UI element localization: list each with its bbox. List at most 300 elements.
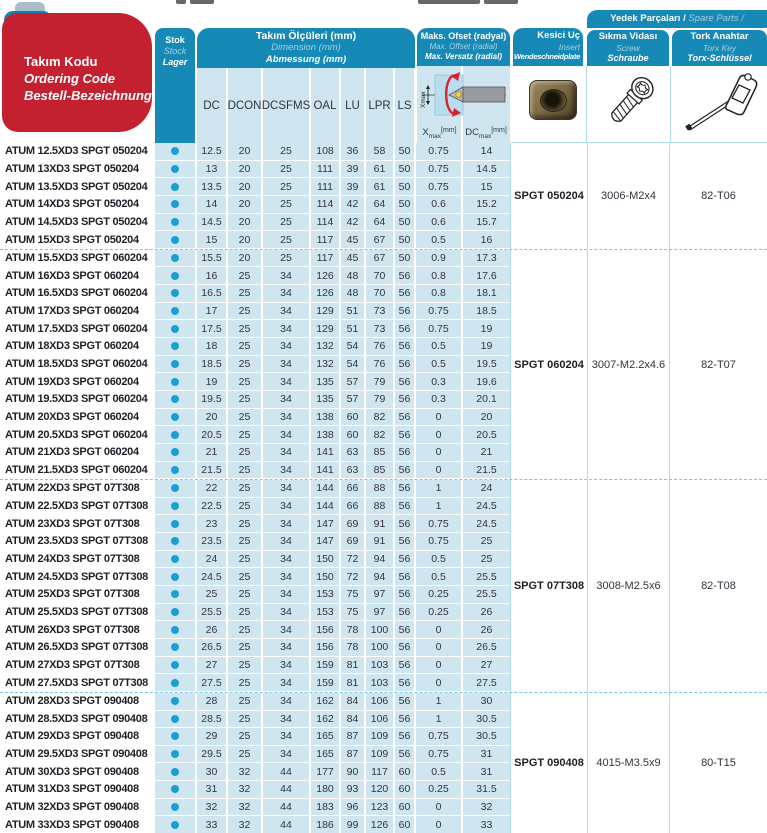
value-cell: 108: [311, 143, 339, 160]
value-cell: 56: [395, 498, 414, 515]
value-cell: 34: [263, 568, 309, 585]
value-cell: 25: [228, 711, 261, 728]
value-cell: 16: [197, 267, 226, 284]
table-row: [0, 816, 510, 833]
stock-cell: [155, 178, 195, 195]
value-cell: 0.25: [416, 604, 461, 621]
value-cell: 34: [263, 586, 309, 603]
value-cell: 0.3: [416, 391, 461, 408]
value-cell: 42: [341, 214, 364, 231]
value-cell: 34: [263, 498, 309, 515]
value-cell: 56: [395, 409, 414, 426]
table-row: [0, 250, 510, 267]
stock-dot-icon: [171, 342, 179, 350]
value-cell: 50: [395, 161, 414, 178]
value-cell: 0: [416, 462, 461, 479]
value-cell: 1: [416, 693, 461, 710]
value-cell: 25: [463, 551, 510, 568]
stock-dot-icon: [171, 448, 179, 456]
stock-cell: [155, 674, 195, 691]
value-cell: 45: [341, 250, 364, 267]
stock-cell: [155, 763, 195, 780]
value-cell: 26.5: [463, 639, 510, 656]
value-cell: 25: [228, 480, 261, 497]
stock-cell: [155, 621, 195, 638]
stock-cell: [155, 746, 195, 763]
value-cell: 56: [395, 533, 414, 550]
table-row: [0, 161, 510, 178]
stock-cell: [155, 391, 195, 408]
value-cell: 156: [311, 621, 339, 638]
value-cell: 25: [228, 746, 261, 763]
value-cell: 25: [197, 586, 226, 603]
stock-dot-icon: [171, 750, 179, 758]
value-cell: 25: [228, 674, 261, 691]
table-row: [0, 674, 510, 691]
value-cell: 56: [395, 746, 414, 763]
stock-cell: [155, 373, 195, 390]
table-row: [0, 373, 510, 390]
value-cell: 132: [311, 338, 339, 355]
value-cell: 91: [366, 515, 393, 532]
tool-code: ATUM 32XD3 SPGT 090408: [0, 799, 152, 816]
value-cell: 25: [228, 426, 261, 443]
stock-cell: [155, 143, 195, 160]
header-line: Torx Key: [702, 42, 737, 53]
value-cell: 69: [341, 515, 364, 532]
stock-dot-icon: [171, 484, 179, 492]
value-cell: 0.5: [416, 551, 461, 568]
value-cell: 93: [341, 781, 364, 798]
value-cell: 0.6: [416, 214, 461, 231]
group-rows: [0, 480, 510, 692]
product-group: [0, 143, 767, 249]
value-cell: 97: [366, 604, 393, 621]
stock-cell: [155, 250, 195, 267]
header-line: Bestell-Bezeichnung: [24, 88, 152, 103]
stock-cell: [155, 356, 195, 373]
table-row: [0, 320, 510, 337]
value-cell: 162: [311, 693, 339, 710]
stock-dot-icon: [171, 573, 179, 581]
value-cell: 153: [311, 604, 339, 621]
value-cell: 1: [416, 498, 461, 515]
value-cell: 183: [311, 799, 339, 816]
value-cell: 21: [197, 444, 226, 461]
table-row: [0, 621, 510, 638]
value-cell: 114: [311, 196, 339, 213]
value-cell: 63: [341, 462, 364, 479]
value-cell: 25: [228, 498, 261, 515]
value-cell: 56: [395, 674, 414, 691]
value-cell: 100: [366, 639, 393, 656]
value-cell: 25: [228, 462, 261, 479]
value-cell: 84: [341, 711, 364, 728]
table-row: [0, 763, 510, 780]
tool-code: ATUM 17.5XD3 SPGT 060204: [0, 320, 152, 337]
insert-designation: SPGT 07T308: [510, 480, 587, 692]
value-cell: 21.5: [197, 462, 226, 479]
value-cell: 0.75: [416, 320, 461, 337]
xmax-label: $X_{max}[mm]$: [422, 127, 457, 140]
value-cell: 32: [228, 799, 261, 816]
value-cell: 126: [311, 285, 339, 302]
value-cell: 16: [463, 231, 510, 248]
header-line: Kesici Uç: [537, 30, 580, 41]
torx-key-icon: [682, 70, 760, 136]
value-cell: 27: [463, 657, 510, 674]
value-cell: 129: [311, 303, 339, 320]
value-cell: 64: [366, 214, 393, 231]
value-cell: 56: [395, 604, 414, 621]
value-cell: 0.5: [416, 568, 461, 585]
stock-dot-icon: [171, 360, 179, 368]
value-cell: 0.5: [416, 231, 461, 248]
screw-designation: 3006-M2x4: [587, 143, 669, 249]
tool-code: ATUM 19.5XD3 SPGT 060204: [0, 391, 152, 408]
value-cell: 0.5: [416, 338, 461, 355]
value-cell: 58: [366, 143, 393, 160]
value-cell: 25: [263, 250, 309, 267]
group-rows: [0, 143, 510, 249]
table-row: [0, 639, 510, 656]
stock-dot-icon: [171, 715, 179, 723]
value-cell: 123: [366, 799, 393, 816]
value-cell: 138: [311, 409, 339, 426]
torx-key-designation: 82-T06: [669, 143, 767, 249]
stock-dot-icon: [171, 697, 179, 705]
value-cell: 60: [395, 781, 414, 798]
value-cell: 138: [311, 426, 339, 443]
value-cell: 34: [263, 711, 309, 728]
value-cell: 103: [366, 657, 393, 674]
value-cell: 70: [366, 267, 393, 284]
value-cell: 34: [263, 338, 309, 355]
value-cell: 186: [311, 816, 339, 833]
value-cell: 36: [341, 143, 364, 160]
header-line: Dimension (mm): [271, 42, 341, 53]
stock-dot-icon: [171, 661, 179, 669]
value-cell: 60: [395, 816, 414, 833]
column-divider: [670, 66, 671, 143]
value-cell: 88: [366, 480, 393, 497]
header-line: Takım Kodu: [24, 54, 98, 69]
value-cell: 129: [311, 320, 339, 337]
stock-dot-icon: [171, 200, 179, 208]
stock-dot-icon: [171, 590, 179, 598]
header-line: Spare Parts /: [688, 13, 744, 24]
table-row: [0, 728, 510, 745]
value-cell: 25: [228, 604, 261, 621]
value-cell: 50: [395, 250, 414, 267]
stock-cell: [155, 409, 195, 426]
value-cell: 0: [416, 409, 461, 426]
value-cell: 90: [341, 763, 364, 780]
header-line: Lager: [162, 57, 188, 67]
value-cell: 25: [228, 285, 261, 302]
header-line: Wendeschneidplate: [513, 52, 580, 61]
stock-header: [155, 28, 195, 143]
value-cell: 70: [366, 285, 393, 302]
value-cell: 109: [366, 728, 393, 745]
value-cell: 150: [311, 551, 339, 568]
tool-code: ATUM 18.5XD3 SPGT 060204: [0, 356, 152, 373]
value-cell: 144: [311, 480, 339, 497]
value-cell: 63: [341, 444, 364, 461]
tool-code: ATUM 25.5XD3 SPGT 07T308: [0, 604, 152, 621]
value-cell: 0.75: [416, 303, 461, 320]
stock-dot-icon: [171, 147, 179, 155]
value-cell: 60: [395, 799, 414, 816]
value-cell: 120: [366, 781, 393, 798]
value-cell: 69: [341, 533, 364, 550]
value-cell: 18.5: [197, 356, 226, 373]
table-row: [0, 799, 510, 816]
stock-cell: [155, 781, 195, 798]
value-cell: 56: [395, 426, 414, 443]
value-cell: 97: [366, 586, 393, 603]
value-cell: 26: [463, 604, 510, 621]
stock-dot-icon: [171, 218, 179, 226]
stock-dot-icon: [171, 431, 179, 439]
value-cell: 117: [311, 250, 339, 267]
header-line: Takım Ölçüleri (mm): [255, 30, 357, 42]
stock-dot-icon: [171, 555, 179, 563]
value-cell: 117: [311, 231, 339, 248]
stock-dot-icon: [171, 307, 179, 315]
value-cell: 61: [366, 161, 393, 178]
dimension-columns-header: [197, 68, 415, 143]
value-cell: 0: [416, 816, 461, 833]
value-cell: 18.1: [463, 285, 510, 302]
value-cell: 25: [228, 586, 261, 603]
value-cell: 48: [341, 285, 364, 302]
tool-code: ATUM 30XD3 SPGT 090408: [0, 763, 152, 780]
value-cell: 25: [228, 533, 261, 550]
value-cell: 51: [341, 320, 364, 337]
value-cell: 117: [366, 763, 393, 780]
stock-cell: [155, 604, 195, 621]
value-cell: 50: [395, 231, 414, 248]
value-cell: 28: [197, 693, 226, 710]
torx-key-designation: 80-T15: [669, 693, 767, 833]
value-cell: 72: [341, 551, 364, 568]
table-row: [0, 480, 510, 497]
value-cell: 165: [311, 746, 339, 763]
value-cell: 19.5: [197, 391, 226, 408]
table-row: [0, 568, 510, 585]
screw-icon: [598, 70, 660, 136]
value-cell: 88: [366, 498, 393, 515]
stock-dot-icon: [171, 768, 179, 776]
screw-designation: 3008-M2.5x6: [587, 480, 669, 692]
stock-cell: [155, 267, 195, 284]
tool-code: ATUM 25XD3 SPGT 07T308: [0, 586, 152, 603]
value-cell: 15.2: [463, 196, 510, 213]
value-cell: 67: [366, 250, 393, 267]
value-cell: 56: [395, 621, 414, 638]
value-cell: 56: [395, 657, 414, 674]
table-row: [0, 604, 510, 621]
table-row: [0, 338, 510, 355]
stock-cell: [155, 214, 195, 231]
stock-dot-icon: [171, 254, 179, 262]
table-row: [0, 214, 510, 231]
value-cell: 32: [228, 816, 261, 833]
value-cell: 19.6: [463, 373, 510, 390]
value-cell: 17.6: [463, 267, 510, 284]
max-offset-header: [417, 28, 510, 66]
value-cell: 20: [197, 409, 226, 426]
stock-dot-icon: [171, 821, 179, 829]
value-cell: 27.5: [463, 674, 510, 691]
value-cell: 34: [263, 639, 309, 656]
value-cell: 15: [463, 178, 510, 195]
value-cell: 94: [366, 568, 393, 585]
torx-key-designation: 82-T08: [669, 480, 767, 692]
header-line: Tork Anahtar: [690, 31, 749, 42]
value-cell: 56: [395, 568, 414, 585]
value-cell: 57: [341, 373, 364, 390]
value-cell: 54: [341, 356, 364, 373]
value-cell: 56: [395, 462, 414, 479]
value-cell: 20: [228, 143, 261, 160]
value-cell: 56: [395, 373, 414, 390]
value-cell: 67: [366, 231, 393, 248]
stock-cell: [155, 551, 195, 568]
tool-code: ATUM 22.5XD3 SPGT 07T308: [0, 498, 152, 515]
value-cell: 60: [341, 426, 364, 443]
tool-code: ATUM 33XD3 SPGT 090408: [0, 816, 152, 833]
value-cell: 25.5: [197, 604, 226, 621]
table-row: [0, 231, 510, 248]
value-cell: 79: [366, 373, 393, 390]
value-cell: 14: [197, 196, 226, 213]
value-cell: 13.5: [197, 178, 226, 195]
table-row: [0, 693, 510, 710]
value-cell: 34: [263, 373, 309, 390]
value-cell: 56: [395, 267, 414, 284]
value-cell: 162: [311, 711, 339, 728]
value-cell: 23.5: [197, 533, 226, 550]
stock-dot-icon: [171, 395, 179, 403]
value-cell: 78: [341, 621, 364, 638]
tool-code: ATUM 31XD3 SPGT 090408: [0, 781, 152, 798]
value-cell: 34: [263, 303, 309, 320]
stock-cell: [155, 231, 195, 248]
value-cell: 0.8: [416, 285, 461, 302]
tool-code: ATUM 26.5XD3 SPGT 07T308: [0, 639, 152, 656]
value-cell: 0: [416, 444, 461, 461]
value-cell: 82: [366, 409, 393, 426]
value-cell: 34: [263, 533, 309, 550]
value-cell: 34: [263, 480, 309, 497]
tool-code: ATUM 13XD3 SPGT 050204: [0, 161, 152, 178]
value-cell: 159: [311, 657, 339, 674]
catalog-table: [0, 143, 767, 833]
value-cell: 1: [416, 480, 461, 497]
header-line: Schraube: [607, 53, 649, 63]
value-cell: 23: [197, 515, 226, 532]
header-line: Stock: [163, 46, 187, 56]
value-cell: 20: [228, 231, 261, 248]
stock-dot-icon: [171, 378, 179, 386]
value-cell: 126: [366, 816, 393, 833]
value-cell: 27.5: [197, 674, 226, 691]
column-header-dc: DC: [197, 68, 226, 143]
value-cell: 147: [311, 515, 339, 532]
stock-cell: [155, 586, 195, 603]
stock-cell: [155, 533, 195, 550]
value-cell: 60: [341, 409, 364, 426]
header-line: Sıkma Vidası: [598, 31, 658, 42]
value-cell: 50: [395, 196, 414, 213]
cropped-text-fragment: [418, 0, 480, 4]
value-cell: 34: [263, 728, 309, 745]
value-cell: 18: [197, 338, 226, 355]
group-rows: [0, 693, 510, 833]
value-cell: 34: [263, 391, 309, 408]
column-header-lu: LU: [341, 68, 364, 143]
value-cell: 50: [395, 178, 414, 195]
tool-code: ATUM 24XD3 SPGT 07T308: [0, 551, 152, 568]
value-cell: 56: [395, 639, 414, 656]
value-cell: 22.5: [197, 498, 226, 515]
value-cell: 25: [263, 214, 309, 231]
value-cell: 34: [263, 426, 309, 443]
value-cell: 85: [366, 444, 393, 461]
value-cell: 100: [366, 621, 393, 638]
tool-code: ATUM 21.5XD3 SPGT 060204: [0, 462, 152, 479]
tool-code: ATUM 17XD3 SPGT 060204: [0, 303, 152, 320]
value-cell: 18.5: [463, 303, 510, 320]
header-line: Torx-Schlüssel: [687, 53, 752, 63]
value-cell: 25: [228, 728, 261, 745]
column-header-ls: LS: [395, 68, 414, 143]
value-cell: 25: [228, 657, 261, 674]
insert-header: [513, 28, 583, 66]
value-cell: 0: [416, 674, 461, 691]
value-cell: 141: [311, 462, 339, 479]
value-cell: 34: [263, 551, 309, 568]
value-cell: 19.5: [463, 356, 510, 373]
value-cell: 25: [228, 639, 261, 656]
value-cell: 61: [366, 178, 393, 195]
value-cell: 34: [263, 320, 309, 337]
value-cell: 87: [341, 728, 364, 745]
value-cell: 81: [341, 657, 364, 674]
value-cell: 44: [263, 781, 309, 798]
value-cell: 141: [311, 444, 339, 461]
value-cell: 25: [228, 551, 261, 568]
stock-cell: [155, 426, 195, 443]
value-cell: 99: [341, 816, 364, 833]
value-cell: 0.5: [416, 356, 461, 373]
value-cell: 30: [197, 763, 226, 780]
max-offset-units: [417, 127, 510, 140]
value-cell: 32: [197, 799, 226, 816]
stock-cell: [155, 285, 195, 302]
value-cell: 0: [416, 426, 461, 443]
stock-cell: [155, 799, 195, 816]
value-cell: 73: [366, 320, 393, 337]
value-cell: 72: [341, 568, 364, 585]
value-cell: 153: [311, 586, 339, 603]
value-cell: 56: [395, 515, 414, 532]
tool-code: ATUM 18XD3 SPGT 060204: [0, 338, 152, 355]
value-cell: 22: [197, 480, 226, 497]
value-cell: 29: [197, 728, 226, 745]
